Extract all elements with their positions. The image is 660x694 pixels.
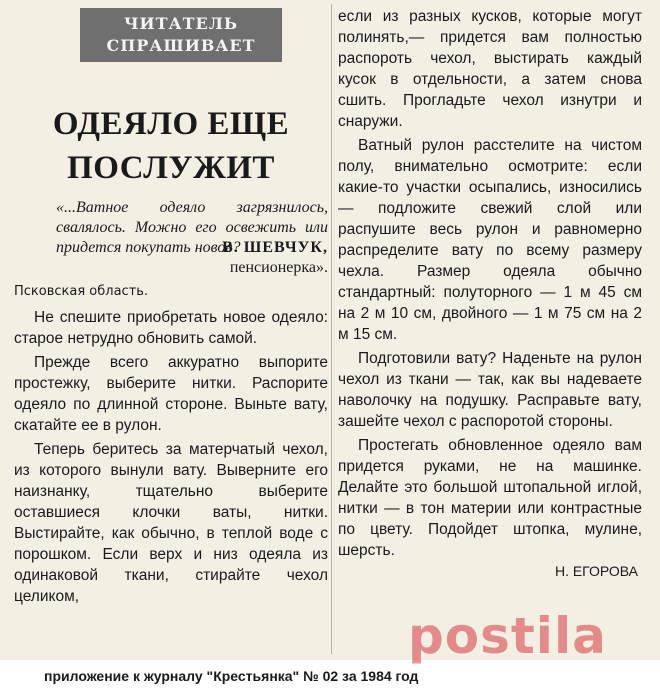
paragraph: если из разных кусков, которые могут полинять,— придется вам полностью распороть чехол, выстирать каждый кусок в отдельности, а затем снова сшить. Прогладьте чехол изнутри и снаружи. [338, 8, 642, 130]
rubric-box [80, 8, 282, 62]
right-column [338, 6, 642, 579]
column-divider [331, 4, 332, 654]
reader-name: В. ШЕВЧУК, [222, 239, 328, 256]
headline-line-2: ПОСЛУЖИТ [67, 150, 275, 186]
article-headline [14, 102, 328, 190]
reader-role: пенсионерка». [229, 259, 328, 276]
left-column [14, 8, 328, 607]
watermark-logo: postila [408, 607, 607, 665]
paragraph: Не спешите приобретать новое одеяло: старое нетрудно обновить самой. [14, 309, 328, 347]
rubric-line-1: ЧИТАТЕЛЬ [123, 14, 239, 33]
paragraph: Прежде всего аккуратно выпорите простежку, выберите нитки. Распорите одеяло по длинной стороне. Выньте вату, скатайте ее в рулон. [14, 354, 328, 434]
paragraph: Ватный рулон расстелите на чистом полу, внимательно осмотрите: если какие-то участки осыпались, износились — подложите свежий слой или распушите весь рулон и равномерно распределите вату по всему размеру чехла. Размер одеяла обычно стандартный: полуторного — 1 м 45 см на 2 м 10 см, двойного — 1 м 75 см на 2 м 15 см. [338, 137, 642, 343]
reader-region: Псковская область. [14, 284, 149, 299]
article-author: Н. ЕГОРОВА [554, 563, 638, 579]
paragraph: Подготовили вату? Наденьте на рулон чехол из ткани — так, как вы надеваете наволочку на подушку. Расправьте вату, зашейте чехол с распоротой стороны. [338, 350, 642, 430]
headline-line-1: ОДЕЯЛО ЕЩЕ [52, 106, 290, 142]
reader-question: «...Ватное одеяло загрязнилось, свалялось. Можно его освежить или придется покупать новое? [56, 199, 328, 256]
source-caption: приложение к журналу "Крестьянка" № 02 за 1984 год [44, 668, 419, 684]
rubric-line-2: СПРАШИВАЕТ [106, 36, 256, 55]
paragraph: Простегать обновленное одеяло вам придется руками, не на машинке. Делайте это большой штопальной иглой, нитки — в тон материи или контрастные по цвету. Подойдет штопка, мулине, шерсть. [338, 437, 642, 559]
paragraph: Теперь беритесь за матерчатый чехол, из которого вынули вату. Выверните его наизнанку, тщательно выберите оставшиеся клочки ваты, нитки. Выстирайте, как обычно, в теплой воде с порошком. Если верх и низ одеяла из одинаковой ткани, стирайте чехол целиком, [14, 441, 328, 605]
